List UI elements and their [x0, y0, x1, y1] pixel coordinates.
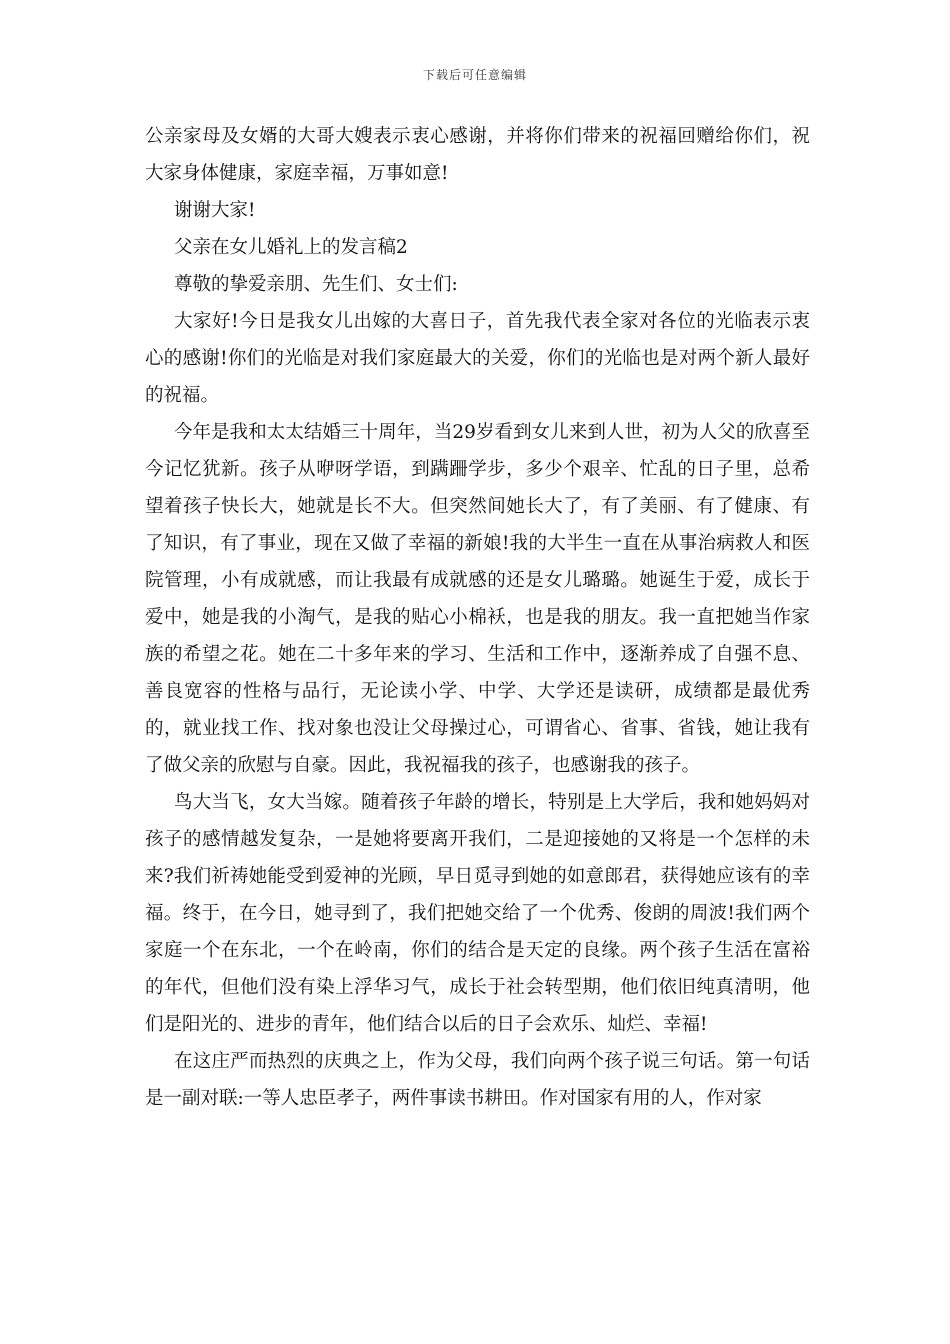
paragraph-marriage: 鸟大当飞，女大当嫁。随着孩子年龄的增长，特别是上大学后，我和她妈妈对孩子的感情越发复杂，一是她将要离开我们，二是迎接她的又将是一个怎样的未来?我们祈祷她能受到爱神的光顾，早日觅寻到她的如意郎君，获得她应该有的幸福。终于，在今日，她寻到了，我们把她交给了一个优秀、俊朗的周波!我们两个家庭一个在东北，一个在岭南，你们的结合是天定的良缘。两个孩子生活在富裕的年代，但他们没有染上浮华习气，成长于社会转型期，他们依旧纯真清明，他们是阳光的、进步的青年，他们结合以后的日子会欢乐、灿烂、幸福! [145, 792, 810, 1035]
paragraph-greeting: 大家好!今日是我女儿出嫁的大喜日子，首先我代表全家对各位的光临表示衷心的感谢!你们的光临是对我们家庭最大的关爱，你们的光临也是对两个新人最好的祝福。 [145, 311, 811, 406]
document-body [145, 118, 810, 1117]
paragraph-advice: 在这庄严而热烈的庆典之上，作为父母，我们向两个孩子说三句话。第一句话是一副对联:一等人忠臣孝子，两件事读书耕田。作对国家有用的人，作对家 [145, 1051, 810, 1109]
paragraph-continued: 公亲家母及女婿的大哥大嫂表示衷心感谢，并将你们带来的祝福回赠给你们，祝大家身体健康，家庭幸福，万事如意! [145, 126, 810, 184]
page-header: 下载后可任意编辑 [422, 68, 527, 82]
paragraph-thanks: 谢谢大家! [174, 200, 256, 221]
salutation: 尊敬的挚爱亲朋、先生们、女士们: [174, 274, 458, 295]
section-title: 父亲在女儿婚礼上的发言稿2 [174, 237, 408, 258]
paragraph-daughter: 今年是我和太太结婚三十周年，当29岁看到女儿来到人世，初为人父的欣喜至今记忆犹新。孩子从咿呀学语，到蹒跚学步，多少个艰辛、忙乱的日子里，总希望着孩子快长大，她就是长不大。但突然间她长大了，有了美丽、有了健康、有了知识，有了事业，现在又做了幸福的新娘!我的大半生一直在从事治病救人和医院管理，小有成就感，而让我最有成就感的还是女儿璐璐。她诞生于爱，成长于爱中，她是我的小淘气，是我的贴心小棉袄，也是我的朋友。我一直把她当作家族的希望之花。她在二十多年来的学习、生活和工作中，逐渐养成了自强不息、善良宽容的性格与品行，无论读小学、中学、大学还是读研，成绩都是最优秀的，就业找工作、找对象也没让父母操过心，可谓省心、省事、省钱，她让我有了做父亲的欣慰与自豪。因此，我祝福我的孩子，也感谢我的孩子。 [145, 422, 810, 776]
